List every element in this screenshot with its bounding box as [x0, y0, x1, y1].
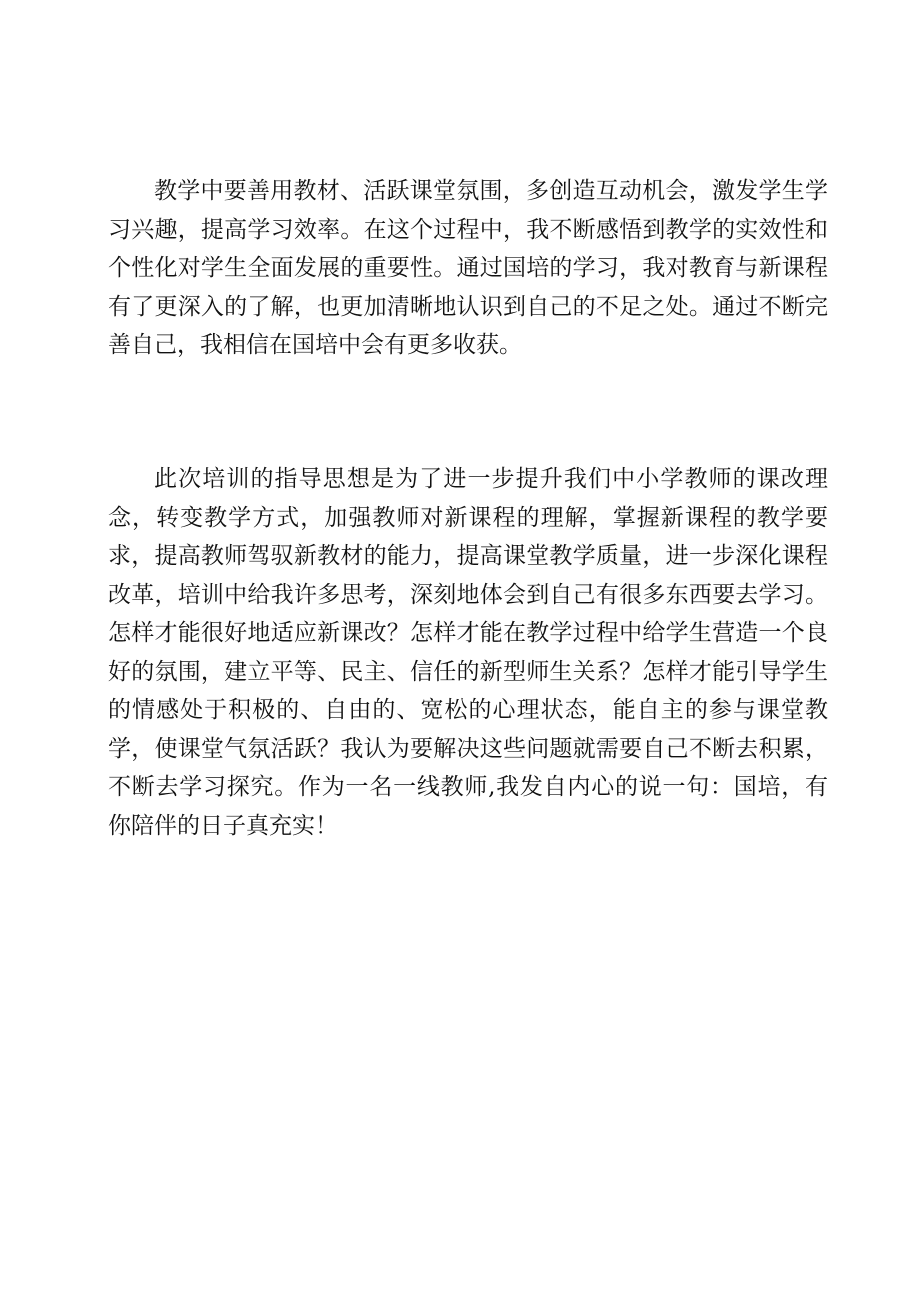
paragraph-1: 教学中要善用教材、活跃课堂氛围，多创造互动机会，激发学生学习兴趣，提高学习效率。在这个过程中，我不断感悟到教学的实效性和个性化对学生全面发展的重要性。通过国培的学习，我对教育与新课程有了更深入的了解，也更加清晰地认识到自己的不足之处。通过不断完善自己，我相信在国培中会有更多收获。	[108, 178, 828, 358]
paragraph-2: 此次培训的指导思想是为了进一步提升我们中小学教师的课改理念，转变教学方式，加强教师对新课程的理解，掌握新课程的教学要求，提高教师驾驭新教材的能力，提高课堂教学质量，进一步深化课程改革，培训中给我许多思考，深刻地体会到自己有很多东西要去学习。怎样才能很好地适应新课改？怎样才能在教学过程中给学生营造一个良好的氛围，建立平等、民主、信任的新型师生关系？怎样才能引导学生的情感处于积极的、自由的、宽松的心理状态，能自主的参与课堂教学，使课堂气氛活跃？我认为要解决这些问题就需要自己不断去积累，不断去学习探究。作为一名一线教师,我发自内心的说一句：国培，有你陪伴的日子真充实！	[108, 466, 828, 839]
